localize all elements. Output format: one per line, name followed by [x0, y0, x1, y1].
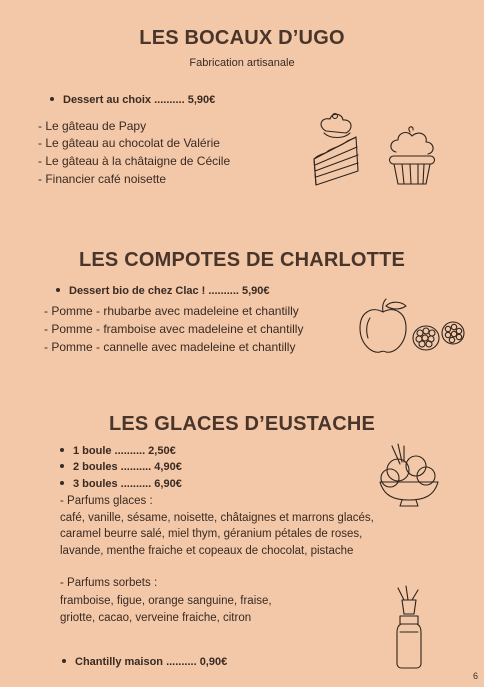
section-subtitle: Fabrication artisanale [189, 57, 295, 69]
sorbets-heading: - Parfums sorbets : [60, 577, 158, 589]
list-item: - Financier café noisette [38, 172, 167, 186]
glaces-line: caramel beurre salé, miel thym, géranium pétales de roses, [60, 528, 363, 540]
list-item: - Le gâteau de Papy [38, 119, 147, 133]
price-line-dessert: Dessert au choix .......... 5,90€ [50, 94, 215, 106]
price-line-compote: Dessert bio de chez Clac ! .......... 5,90€ [56, 285, 270, 297]
section-title-bocaux: LES BOCAUX D’UGO [139, 27, 345, 49]
glaces-line: café, vanille, sésame, noisette, châtaignes et marrons glacés, [60, 512, 374, 524]
section-title-compotes: LES COMPOTES DE CHARLOTTE [78, 249, 406, 271]
ice-cream-bowl-icon [376, 442, 442, 508]
raspberry-icon [410, 318, 468, 354]
cupcake-icon [386, 126, 438, 188]
sorbets-line: framboise, figue, orange sanguine, fraise, [60, 595, 272, 607]
list-item: - Le gâteau à la châtaigne de Cécile [38, 154, 231, 168]
sorbets-line: griotte, cacao, verveine fraiche, citron [60, 612, 252, 624]
list-item: - Pomme - cannelle avec madeleine et chantilly [44, 340, 296, 354]
list-item: - Pomme - rhubarbe avec madeleine et chantilly [44, 304, 299, 318]
list-item: - Le gâteau au chocolat de Valérie [38, 136, 220, 150]
apple-icon [356, 298, 410, 356]
list-item: - Pomme - framboise avec madeleine et chantilly [44, 322, 304, 336]
cake-slice-icon [310, 113, 362, 187]
price-line-chantilly: Chantilly maison .......... 0,90€ [62, 656, 227, 668]
price-line-3-boules: 3 boules .......... 6,90€ [60, 478, 182, 490]
section-title-glaces: LES GLACES D’EUSTACHE [108, 413, 376, 435]
page-number: 6 [472, 671, 478, 681]
price-line-1-boule: 1 boule .......... 2,50€ [60, 445, 176, 457]
price-line-2-boules: 2 boules .......... 4,90€ [60, 461, 182, 473]
whipped-cream-siphon-icon [394, 586, 428, 670]
glaces-line: lavande, menthe fraiche et copeaux de chocolat, pistache [60, 545, 354, 557]
glaces-heading: - Parfums glaces : [60, 495, 153, 507]
